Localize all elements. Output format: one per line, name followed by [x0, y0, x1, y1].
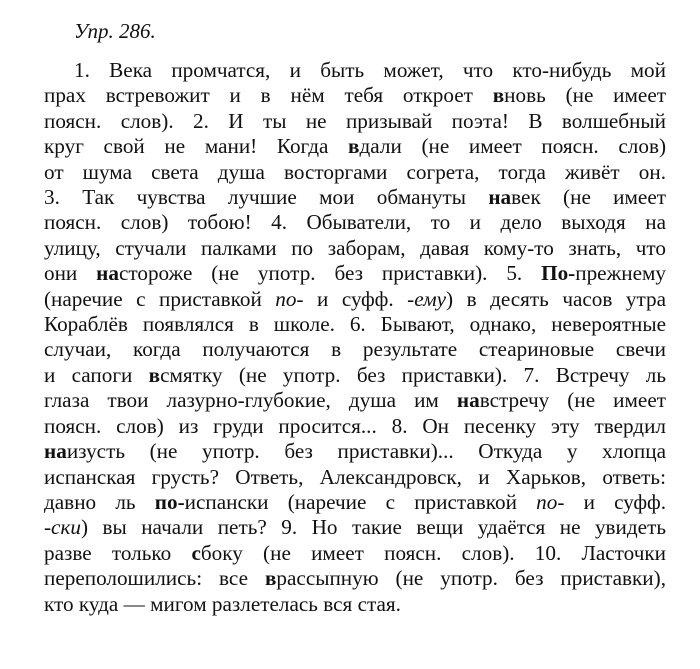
text-line — [44, 83, 666, 108]
text-segment: и суфф. — [564, 489, 666, 514]
text-segment: ) в десять часов утра — [446, 286, 666, 311]
text-segment: встречу (не имеет — [479, 388, 666, 413]
text-line — [44, 388, 666, 413]
bold-prefix: на — [488, 185, 512, 210]
text-segment: дали (не имеет поясн. слов) — [359, 134, 666, 159]
text-line — [44, 261, 666, 286]
text-segment: рассыпную (не употр. без приставки), — [276, 566, 666, 591]
text-segment: испански (наречие с приставкой — [184, 489, 537, 514]
text-line — [44, 160, 666, 185]
text-line — [44, 58, 666, 83]
text-segment: 3. Так чувства лучшие мои обмануты — [44, 185, 489, 210]
text-segment: кто куда — мигом разлетелась вся стая. — [44, 591, 401, 616]
text-segment: глаза твои лазурно-глубокие, душа им — [44, 388, 457, 413]
text-segment: испанская грусть? Ответь, Александровск, и Харьков, ответь: — [44, 464, 666, 489]
text-segment: век (не имеет — [511, 185, 666, 210]
text-line — [44, 134, 666, 159]
text-line — [44, 312, 666, 337]
text-segment: новь (не имеет — [504, 83, 666, 108]
text-segment: изусть (не употр. без приставки)... Откуда у хлопца — [66, 439, 666, 464]
exercise-text — [44, 58, 666, 617]
text-segment: боку (не имеет поясн. слов). 10. Ласточки — [200, 540, 666, 565]
text-segment: переполошились: все — [44, 566, 265, 591]
bold-prefix: с — [191, 540, 201, 565]
text-segment: давно ль — [44, 489, 155, 514]
text-line — [44, 363, 666, 388]
text-segment: случаи, когда получаются в результате стеариновые свечи — [44, 337, 666, 362]
text-line — [44, 490, 666, 515]
text-line — [44, 337, 666, 362]
text-segment: ) вы начали петь? 9. Но такие вещи удаётся не увидеть — [80, 515, 666, 540]
bold-prefix: По- — [541, 261, 576, 286]
italic-term: -ски — [44, 515, 81, 540]
text-segment: они — [44, 261, 97, 286]
text-segment: смятку (не употр. без приставки). 7. Встречу ль — [160, 362, 666, 387]
exercise-title: Упр. 286. — [74, 19, 156, 43]
text-segment: поясн. слов) тобою! 4. Обыватели, то и дело выходя на — [44, 210, 666, 235]
text-segment: Кораблёв появлялся в школе. 6. Бывают, однако, невероятные — [44, 312, 666, 337]
text-segment: разве только — [44, 540, 192, 565]
text-line — [44, 287, 666, 312]
text-line — [44, 439, 666, 464]
text-line — [44, 236, 666, 261]
text-line — [44, 465, 666, 490]
bold-prefix: в — [348, 134, 360, 159]
italic-term: -ему — [407, 286, 447, 311]
bold-prefix: в — [264, 566, 277, 591]
text-segment: стороже (не употр. без приставки). 5. — [118, 261, 542, 286]
text-line — [44, 566, 666, 591]
text-segment: прах встревожит и в нём тебя откроет — [44, 83, 493, 108]
bold-prefix: на — [456, 388, 480, 413]
text-line — [44, 210, 666, 235]
text-line — [44, 515, 666, 540]
text-segment: поясн. слов). 2. И ты не призывай поэта! В волшебный — [44, 108, 666, 133]
text-segment: улицу, стучали палками по заборам, давая кому-то знать, что — [44, 235, 666, 260]
text-segment: и суфф. — [303, 286, 408, 311]
italic-term: по- — [536, 489, 565, 514]
text-segment: прежнему — [575, 261, 666, 286]
text-segment: круг свой не мани! Когда — [44, 134, 349, 159]
bold-prefix: по- — [154, 489, 185, 514]
text-segment: от шума света душа восторгами согрета, тогда живёт он. — [44, 159, 666, 184]
bold-prefix: в — [148, 362, 161, 387]
text-line — [44, 185, 666, 210]
text-segment: и сапоги — [44, 362, 149, 387]
text-segment: (наречие с приставкой — [44, 286, 276, 311]
text-line — [44, 541, 666, 566]
bold-prefix: на — [44, 439, 67, 464]
bold-prefix: на — [96, 261, 119, 286]
italic-term: по- — [275, 286, 304, 311]
text-line — [44, 414, 666, 439]
text-line — [44, 109, 666, 134]
text-line — [44, 592, 666, 617]
bold-prefix: в — [492, 83, 505, 108]
text-segment: 1. Века промчатся, и быть может, что кто-нибудь мой — [74, 58, 666, 82]
text-segment: поясн. слов) из груди просится... 8. Он песенку эту твердил — [44, 413, 666, 438]
